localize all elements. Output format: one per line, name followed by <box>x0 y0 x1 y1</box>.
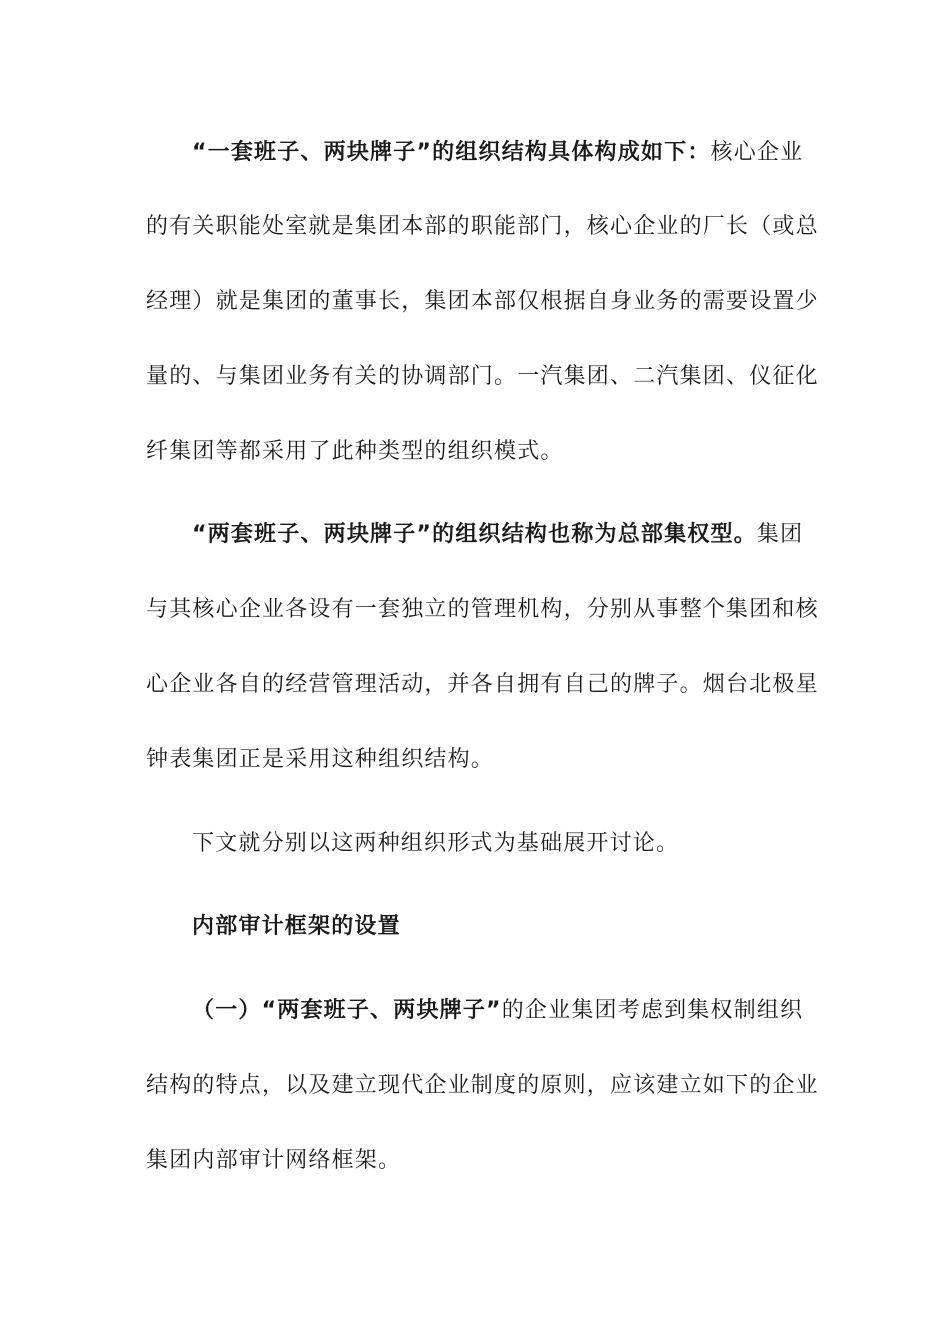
paragraph-4-text: 的企业集团考虑到集权制组织 <box>501 998 804 1023</box>
paragraph-4-line-3: 集团内部审计网络框架。 <box>146 1148 402 1173</box>
paragraph-1-line-4: 量的、与集团业务有关的协调部门。一汽集团、二汽集团、仪征化 <box>146 364 819 389</box>
paragraph-2-line-4: 钟表集团正是采用这种组织结构。 <box>146 747 495 772</box>
paragraph-4-lead: （一）“两套班子、两块牌子” <box>192 998 502 1023</box>
paragraph-3: 下文就分别以这两种组织形式为基础展开讨论。 <box>192 831 680 856</box>
paragraph-2-text: 集团 <box>756 522 804 547</box>
paragraph-4-line-1 <box>192 996 804 1026</box>
paragraph-2-line-3: 心企业各自的经营管理活动，并各自拥有自己的牌子。烟台北极星 <box>146 672 819 697</box>
paragraph-2-line-1 <box>192 520 804 550</box>
paragraph-2-line-2: 与其核心企业各设有一套独立的管理机构，分别从事整个集团和核 <box>146 597 819 622</box>
paragraph-1-line-3: 经理）就是集团的董事长，集团本部仅根据自身业务的需要设置少 <box>146 289 819 314</box>
paragraph-1-line-1 <box>192 138 804 168</box>
paragraph-1-text: 核心企业 <box>710 140 804 165</box>
paragraph-4-line-2: 结构的特点，以及建立现代企业制度的原则，应该建立如下的企业 <box>146 1073 819 1098</box>
paragraph-1-lead: “一套班子、两块牌子”的组织结构具体构成如下： <box>192 140 711 165</box>
paragraph-1-line-2: 的有关职能处室就是集团本部的职能部门，核心企业的厂长（或总 <box>146 214 819 239</box>
paragraph-1-line-5: 纤集团等都采用了此种类型的组织模式。 <box>146 439 564 464</box>
section-heading: 内部审计框架的设置 <box>192 914 401 939</box>
paragraph-2-lead: “两套班子、两块牌子”的组织结构也称为总部集权型。 <box>192 522 757 547</box>
